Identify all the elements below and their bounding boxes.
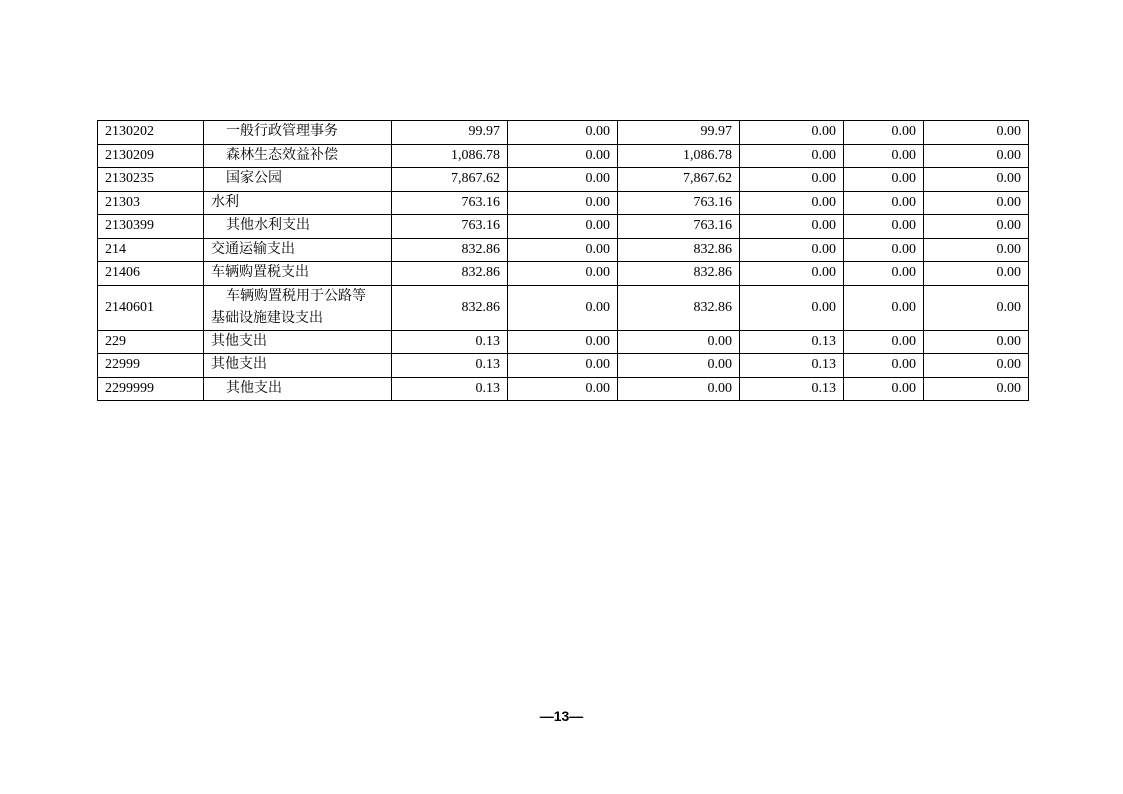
row-value: 832.86 <box>392 238 508 262</box>
row-code: 2130235 <box>98 168 204 192</box>
row-value: 0.00 <box>924 238 1029 262</box>
table-row <box>98 262 1029 286</box>
row-code: 2140601 <box>98 285 204 330</box>
row-value: 0.00 <box>508 330 618 354</box>
row-name: 其他支出 <box>204 377 392 401</box>
row-code: 2130209 <box>98 144 204 168</box>
row-name <box>204 285 392 330</box>
row-code: 21406 <box>98 262 204 286</box>
row-value: 0.00 <box>924 285 1029 330</box>
row-value: 0.00 <box>844 215 924 239</box>
row-code: 2130202 <box>98 121 204 145</box>
row-value: 763.16 <box>392 191 508 215</box>
row-value: 0.00 <box>844 238 924 262</box>
row-value: 0.00 <box>508 285 618 330</box>
row-value: 0.00 <box>844 377 924 401</box>
table-row <box>98 191 1029 215</box>
row-value: 0.00 <box>740 168 844 192</box>
row-value: 0.00 <box>844 285 924 330</box>
row-value: 0.00 <box>618 354 740 378</box>
row-code: 2130399 <box>98 215 204 239</box>
row-value: 99.97 <box>392 121 508 145</box>
row-value: 0.00 <box>740 121 844 145</box>
row-value: 0.00 <box>924 215 1029 239</box>
row-name: 其他水利支出 <box>204 215 392 239</box>
row-value: 0.00 <box>844 354 924 378</box>
row-value: 99.97 <box>618 121 740 145</box>
row-value: 832.86 <box>618 238 740 262</box>
row-value: 0.00 <box>508 215 618 239</box>
row-name-line: 基础设施建设支出 <box>211 310 323 326</box>
row-value: 0.00 <box>924 354 1029 378</box>
row-value: 763.16 <box>392 215 508 239</box>
row-code: 21303 <box>98 191 204 215</box>
row-value: 0.00 <box>508 144 618 168</box>
row-value: 0.00 <box>740 191 844 215</box>
row-value: 0.13 <box>392 377 508 401</box>
row-value: 0.00 <box>508 262 618 286</box>
row-value: 0.13 <box>740 354 844 378</box>
row-value: 7,867.62 <box>392 168 508 192</box>
row-value: 0.00 <box>844 168 924 192</box>
row-value: 0.00 <box>924 262 1029 286</box>
row-name: 交通运输支出 <box>204 238 392 262</box>
row-value: 832.86 <box>392 262 508 286</box>
table-row <box>98 168 1029 192</box>
row-value: 0.00 <box>844 330 924 354</box>
row-value: 0.00 <box>740 285 844 330</box>
page-number: —13— <box>539 708 584 724</box>
row-value: 0.00 <box>924 168 1029 192</box>
row-value: 0.00 <box>924 191 1029 215</box>
row-name: 水利 <box>204 191 392 215</box>
row-value: 0.00 <box>740 238 844 262</box>
row-value: 0.00 <box>508 377 618 401</box>
table-row <box>98 144 1029 168</box>
row-value: 0.00 <box>618 330 740 354</box>
row-value: 0.00 <box>508 238 618 262</box>
row-value: 832.86 <box>392 285 508 330</box>
table-row <box>98 238 1029 262</box>
row-name: 森林生态效益补偿 <box>204 144 392 168</box>
row-value: 763.16 <box>618 215 740 239</box>
row-value: 0.00 <box>508 121 618 145</box>
row-name: 国家公园 <box>204 168 392 192</box>
row-code: 229 <box>98 330 204 354</box>
row-name-line: 车辆购置税用于公路等 <box>226 288 366 304</box>
budget-table <box>97 120 1029 401</box>
row-code: 214 <box>98 238 204 262</box>
row-name: 其他支出 <box>204 330 392 354</box>
row-name: 其他支出 <box>204 354 392 378</box>
row-value: 0.00 <box>740 262 844 286</box>
row-value: 1,086.78 <box>618 144 740 168</box>
row-value: 7,867.62 <box>618 168 740 192</box>
row-value: 0.00 <box>508 191 618 215</box>
row-value: 0.13 <box>740 377 844 401</box>
table-row <box>98 215 1029 239</box>
row-value: 0.00 <box>740 144 844 168</box>
table-row <box>98 121 1029 145</box>
row-value: 0.00 <box>508 168 618 192</box>
table-row <box>98 377 1029 401</box>
row-value: 0.00 <box>844 121 924 145</box>
row-value: 0.00 <box>844 191 924 215</box>
row-name: 一般行政管理事务 <box>204 121 392 145</box>
table-row <box>98 285 1029 330</box>
table-row <box>98 354 1029 378</box>
row-value: 1,086.78 <box>392 144 508 168</box>
row-value: 0.00 <box>508 354 618 378</box>
row-value: 0.00 <box>844 262 924 286</box>
row-value: 0.13 <box>392 354 508 378</box>
row-value: 832.86 <box>618 285 740 330</box>
row-value: 832.86 <box>618 262 740 286</box>
row-value: 0.00 <box>740 215 844 239</box>
row-value: 0.00 <box>618 377 740 401</box>
row-value: 0.00 <box>924 121 1029 145</box>
row-value: 0.13 <box>392 330 508 354</box>
row-code: 2299999 <box>98 377 204 401</box>
row-value: 0.00 <box>844 144 924 168</box>
row-value: 0.00 <box>924 377 1029 401</box>
row-code: 22999 <box>98 354 204 378</box>
row-value: 0.13 <box>740 330 844 354</box>
row-value: 0.00 <box>924 330 1029 354</box>
row-value: 0.00 <box>924 144 1029 168</box>
table-row <box>98 330 1029 354</box>
row-value: 763.16 <box>618 191 740 215</box>
row-name: 车辆购置税支出 <box>204 262 392 286</box>
